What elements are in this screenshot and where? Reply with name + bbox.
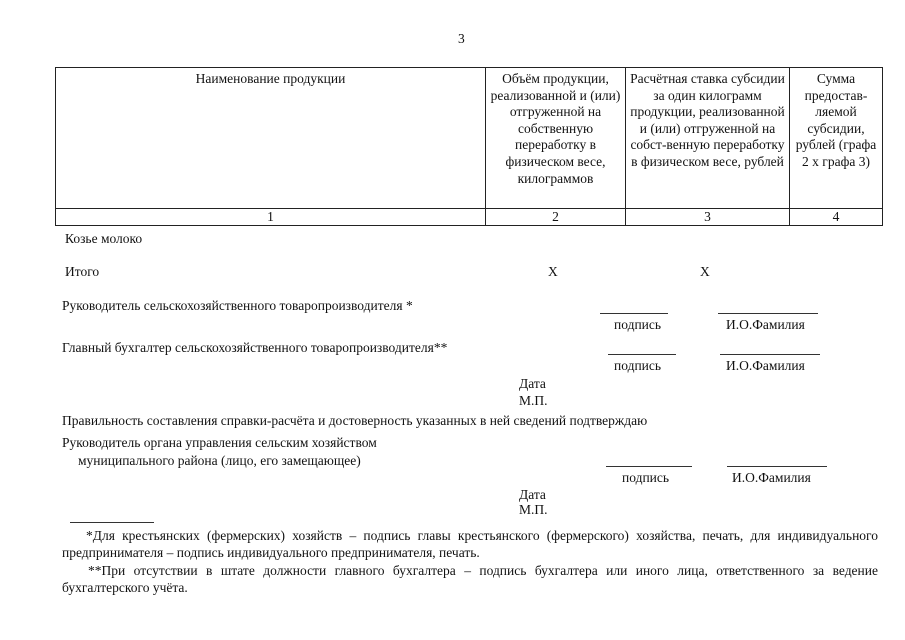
column-number-3: 3 — [626, 209, 790, 226]
confirmation-text: Правильность составления справки-расчёта и достоверность указанных в ней сведений подтверждаю — [62, 413, 648, 428]
head-signature-caption: подпись — [614, 317, 662, 332]
accountant-name-line — [720, 354, 820, 355]
date-label: Дата — [519, 376, 546, 391]
authority-name-caption: И.О.Фамилия — [732, 470, 811, 485]
footnote-separator — [70, 522, 154, 523]
column-number-2: 2 — [486, 209, 626, 226]
authority-label-line2: муниципального района (лицо, его замещающее) — [78, 453, 361, 468]
subsidy-table — [55, 67, 883, 226]
authority-label-line1: Руководитель органа управления сельским хозяйством — [62, 435, 377, 450]
row-total: Итого — [65, 264, 100, 279]
accountant-signature-line — [608, 354, 676, 355]
column-number-1: 1 — [56, 209, 486, 226]
header-product-name: Наименование продукции — [56, 68, 486, 209]
accountant-signature-caption: подпись — [614, 358, 662, 373]
head-signature-label: Руководитель сельскохозяйственного товаропроизводителя * — [62, 298, 413, 313]
accountant-signature-label: Главный бухгалтер сельскохозяйственного товаропроизводителя** — [62, 340, 448, 355]
authority-stamp-label: М.П. — [519, 502, 548, 517]
head-name-caption: И.О.Фамилия — [726, 317, 805, 332]
footnote-1: *Для крестьянских (фермерских) хозяйств – подпись главы крестьянского (фермерского) хозяйства, печать, для индивидуального предпринимателя – подпись индивидуального предпринимателя, печать. — [62, 528, 878, 560]
column-number-row — [56, 209, 883, 226]
total-col3-mark: Х — [700, 264, 710, 279]
head-signature-line — [600, 313, 668, 314]
header-volume: Объём продукции, реализованной и (или) отгруженной на собственную переработку в физическом весе, килограммов — [486, 68, 626, 209]
total-col2-mark: Х — [548, 264, 558, 279]
accountant-name-caption: И.О.Фамилия — [726, 358, 805, 373]
row-goat-milk: Козье молоко — [65, 231, 143, 246]
page-number: 3 — [458, 31, 465, 46]
table-header-row — [56, 68, 883, 209]
header-rate: Расчётная ставка субсидии за один килограмм продукции, реализованной и (или) отгруженной на собст-венную переработку в физическом весе, рублей — [626, 68, 790, 209]
head-name-line — [718, 313, 818, 314]
column-number-4: 4 — [790, 209, 883, 226]
stamp-label: М.П. — [519, 393, 548, 408]
header-subsidy-sum: Сумма предостав-ляемой субсидии, рублей (графа 2 х графа 3) — [790, 68, 883, 209]
authority-signature-caption: подпись — [622, 470, 670, 485]
authority-signature-line — [606, 466, 692, 467]
footnote-2: **При отсутствии в штате должности главного бухгалтера – подпись бухгалтера или иного лица, ответственного за ведение бухгалтерского учёта. — [62, 563, 878, 595]
authority-name-line — [727, 466, 827, 467]
authority-date-label: Дата — [519, 487, 546, 502]
